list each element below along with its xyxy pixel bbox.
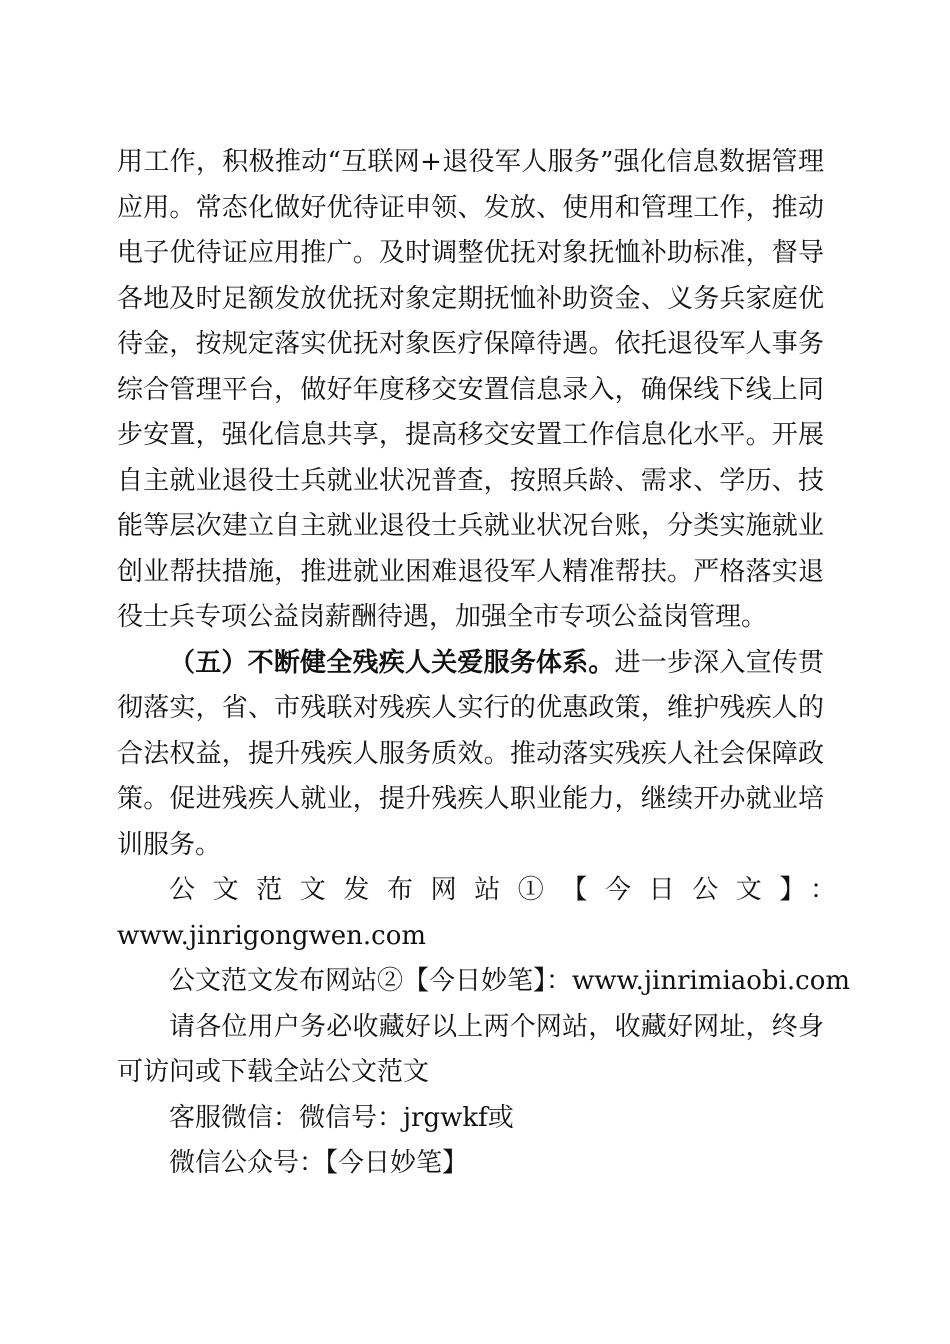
paragraph-site-one xyxy=(117,868,854,959)
text-line: 自主就业退役士兵就业状况普查，按照兵龄、需求、学历、技 xyxy=(117,465,824,496)
section-heading: （五）不断健全残疾人关爱服务体系。 xyxy=(169,647,615,678)
text-line: 综合管理平台，做好年度移交安置信息录入，确保线下线上同 xyxy=(117,374,824,405)
paragraph-notice xyxy=(117,1005,824,1096)
site1-label: 公文范文发布网站①【今日公文】： xyxy=(169,875,854,905)
text-line: 步安置，强化信息共享，提高移交安置工作信息化水平。开展 xyxy=(117,420,824,450)
wechat-public-line: 微信公众号：【今日妙笔】 xyxy=(169,1148,469,1178)
paragraph-veterans-services xyxy=(117,140,824,641)
paragraph-wechat-public xyxy=(117,1141,824,1187)
paragraph-site-two xyxy=(117,959,851,1005)
text-line: 合法权益，提升残疾人服务质效。推动落实残疾人社会保障政 xyxy=(117,738,824,769)
text-line: 用工作，积极推动“互联网+退役军人服务”强化信息数据管理 xyxy=(117,147,824,177)
paragraph-wechat-service xyxy=(117,1096,824,1142)
text-line: 待金，按规定落实优抚对象医疗保障待遇。依托退役军人事务 xyxy=(117,329,824,359)
text-line: 策。促进残疾人就业，提升残疾人职业能力，继续开办就业培 xyxy=(117,784,824,814)
text-run: 进一步深入宣传贯 xyxy=(614,647,824,678)
text-line: 电子优待证应用推广。及时调整优抚对象抚恤补助标准，督导 xyxy=(117,238,824,268)
text-line: 创业帮扶措施，推进就业困难退役军人精准帮扶。严格落实退 xyxy=(117,556,824,587)
site2-line[interactable]: 公文范文发布网站②【今日妙笔】：www.jinrimiaobi.com xyxy=(169,966,851,996)
text-line: 役士兵专项公益岗薪酬待遇，加强全市专项公益岗管理。 xyxy=(117,602,768,632)
notice-line: 可访问或下载全站公文范文 xyxy=(117,1057,430,1087)
text-line: 训服务。 xyxy=(117,829,222,860)
text-line xyxy=(117,641,824,687)
notice-line: 请各位用户务必收藏好以上两个网站，收藏好网址，终身 xyxy=(169,1011,824,1042)
text-line: 应用。常态化做好优待证申领、发放、使用和管理工作，推动 xyxy=(117,192,824,223)
site1-url[interactable]: www.jinrigongwen.com xyxy=(117,920,427,951)
text-line: 能等层次建立自主就业退役士兵就业状况台账，分类实施就业 xyxy=(117,511,824,541)
paragraph-disability-services xyxy=(117,641,824,869)
wechat-service-line: 客服微信：微信号：jrgwkf或 xyxy=(169,1102,514,1133)
document-body xyxy=(117,140,854,1187)
text-line: 彻落实，省、市残联对残疾人实行的优惠政策，维护残疾人的 xyxy=(117,693,824,723)
text-line: 各地及时足额发放优抚对象定期抚恤补助资金、义务兵家庭优 xyxy=(117,283,824,314)
